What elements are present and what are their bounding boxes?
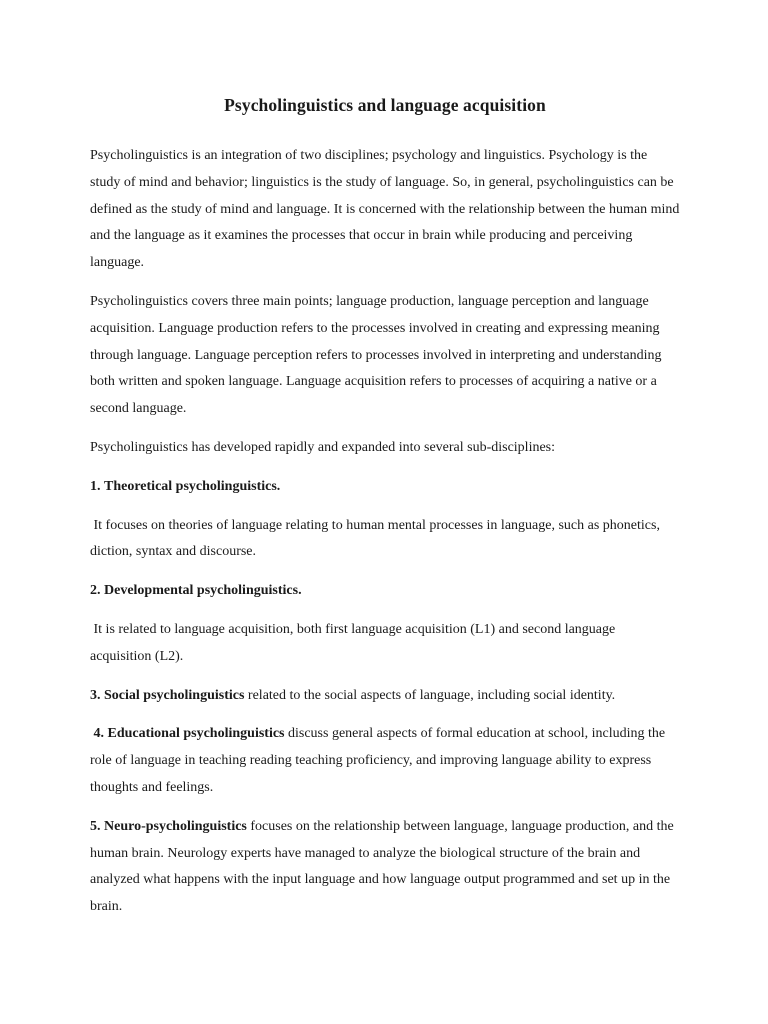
section-5-paragraph: [90, 814, 680, 921]
section-1-number: 1.: [90, 478, 101, 494]
paragraph-intro: Psycholinguistics is an integration of two disciplines; psychology and linguistics. Psychology is the study of mind and behavior; linguistics is the study of language. So, in general, psycholinguistics can be defined as the study of mind and language. It is concerned with the relationship between the human mind and the language as it examines the processes that occur in brain while producing and perceiving language.: [90, 148, 680, 271]
section-1-title: Theoretical psycholinguistics.: [104, 478, 281, 494]
section-4-paragraph: [90, 721, 680, 801]
section-2-number: 2.: [90, 583, 101, 599]
section-4-title: Educational psycholinguistics: [107, 726, 285, 742]
paragraph-subdisciplines-intro: Psycholinguistics has developed rapidly and expanded into several sub-disciplines:: [90, 439, 556, 455]
section-3-body: related to the social aspects of language, including social identity.: [244, 687, 616, 703]
section-5-number: 5.: [90, 818, 101, 834]
section-5-title: Neuro-psycholinguistics: [104, 818, 247, 834]
section-2-heading: [90, 578, 680, 605]
document-title: Psycholinguistics and language acquisition: [224, 95, 546, 115]
section-3-number: 3.: [90, 687, 101, 703]
paragraph-main-points: Psycholinguistics covers three main points; language production, language perception and language acquisition. Language production refers to the processes involved in creating and expressing meaning through language. Language perception refers to processes involved in interpreting and understanding both written and spoken language. Language acquisition refers to processes of acquiring a native or a second language.: [90, 293, 662, 417]
section-2-title: Developmental psycholinguistics.: [104, 583, 302, 599]
section-4-body: discuss general aspects of formal education at school, including the role of language in teaching reading teaching proficiency, and improving language ability to express thoughts and feelings.: [90, 726, 669, 795]
section-5-body: focuses on the relationship between language, language production, and the human brain. Neurology experts have managed to analyze the biological structure of the brain and analyzed what happens with the input language and how language output programmed and set up in the brain.: [90, 818, 674, 915]
section-2-body: It is related to language acquisition, both first language acquisition (L1) and second language acquisition (L2).: [90, 621, 619, 664]
document-page: [90, 93, 680, 933]
section-1-body: It focuses on theories of language relating to human mental processes in language, such as phonetics, diction, syntax and discourse.: [90, 517, 664, 560]
section-4-number: 4.: [90, 726, 104, 742]
section-3-title: Social psycholinguistics: [104, 687, 245, 703]
section-1-heading: [90, 474, 680, 501]
section-3-paragraph: [90, 683, 680, 710]
